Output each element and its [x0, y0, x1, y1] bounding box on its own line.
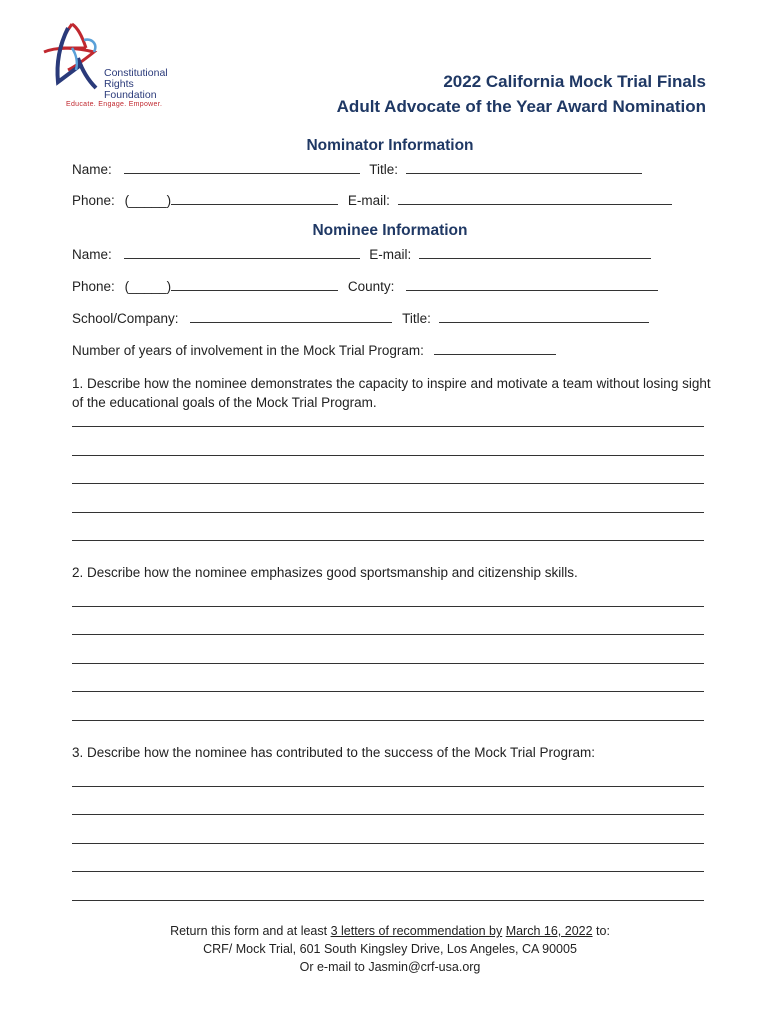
footer-return-prefix: Return this form and at least	[170, 924, 331, 938]
nominator-title-label: Title:	[369, 162, 399, 177]
nominator-phone-row	[72, 190, 672, 208]
nominator-email-field[interactable]	[398, 190, 672, 205]
answer-2-line[interactable]	[72, 720, 704, 721]
org-tagline: Educate. Engage. Empower.	[66, 101, 163, 108]
nominator-phone-area: (_____)	[124, 193, 172, 208]
crf-logo	[38, 18, 178, 114]
nominator-title-field[interactable]	[406, 159, 642, 174]
org-name-line1: Constitutional	[104, 67, 168, 79]
footer-return-line	[0, 922, 770, 941]
nominator-name-label: Name:	[72, 162, 112, 177]
answer-3-line[interactable]	[72, 871, 704, 872]
answer-1-line[interactable]	[72, 426, 704, 427]
nominee-county-label: County:	[347, 279, 395, 294]
nominee-school-row	[72, 308, 649, 326]
nominee-phone-row	[72, 276, 658, 294]
answer-3-line[interactable]	[72, 814, 704, 815]
nominee-school-label: School/Company:	[72, 311, 179, 326]
nominee-title-field[interactable]	[439, 308, 649, 323]
question-2: 2. Describe how the nominee emphasizes good sportsmanship and citizenship skills.	[72, 565, 578, 580]
question-3: 3. Describe how the nominee has contributed to the success of the Mock Trial Program:	[72, 745, 596, 760]
nominator-phone-field[interactable]	[171, 190, 338, 205]
answer-3-line[interactable]	[72, 843, 704, 844]
footer-return-suffix: to:	[592, 924, 610, 938]
nominator-name-field[interactable]	[124, 159, 360, 174]
footer-email: Or e-mail to Jasmin@crf-usa.org	[299, 960, 481, 974]
nominee-heading: Nominee Information	[312, 222, 468, 239]
nominee-school-field[interactable]	[190, 308, 392, 323]
nominee-years-field[interactable]	[434, 340, 556, 355]
nominee-name-row	[72, 244, 651, 262]
nominator-name-row	[72, 159, 642, 177]
footer-deadline: March 16, 2022	[505, 924, 593, 938]
nominator-email-label: E-mail:	[347, 193, 390, 208]
form-title-line1: 2022 California Mock Trial Finals	[443, 72, 706, 91]
answer-1-line[interactable]	[72, 455, 704, 456]
answer-3-line[interactable]	[72, 900, 704, 901]
org-name-line3: Foundation	[104, 89, 157, 101]
form-title-line2: Adult Advocate of the Year Award Nomination	[336, 97, 706, 116]
org-name	[104, 68, 168, 101]
answer-1-line[interactable]	[72, 483, 704, 484]
nominee-phone-field[interactable]	[171, 276, 338, 291]
nominee-years-row	[72, 340, 556, 358]
nominee-years-label: Number of years of involvement in the Mock Trial Program:	[72, 343, 424, 358]
answer-2-line[interactable]	[72, 634, 704, 635]
footer-letters: 3 letters of recommendation by	[330, 924, 503, 938]
answer-2-line[interactable]	[72, 663, 704, 664]
nominator-heading: Nominator Information	[306, 137, 474, 154]
star-logo-icon	[38, 18, 108, 100]
answer-1-line[interactable]	[72, 512, 704, 513]
nominee-email-label: E-mail:	[369, 247, 412, 262]
answer-2-line[interactable]	[72, 691, 704, 692]
question-1: 1. Describe how the nominee demonstrates the capacity to inspire and motivate a team without losing sight of the educational goals of the Mock Trial Program.	[72, 376, 711, 410]
answer-2-line[interactable]	[72, 606, 704, 607]
nominee-name-label: Name:	[72, 247, 112, 262]
nominee-phone-label: Phone:	[72, 279, 115, 294]
nominee-name-field[interactable]	[124, 244, 360, 259]
nominee-title-label: Title:	[402, 311, 431, 326]
answer-3-line[interactable]	[72, 786, 704, 787]
answer-1-line[interactable]	[72, 540, 704, 541]
footer-address: CRF/ Mock Trial, 601 South Kingsley Drive, Los Angeles, CA 90005	[203, 942, 577, 956]
nominee-email-field[interactable]	[419, 244, 651, 259]
nominator-phone-label: Phone:	[72, 193, 115, 208]
org-name-line2: Rights	[104, 78, 134, 90]
nominee-county-field[interactable]	[406, 276, 658, 291]
nominee-phone-area: (_____)	[124, 279, 172, 294]
